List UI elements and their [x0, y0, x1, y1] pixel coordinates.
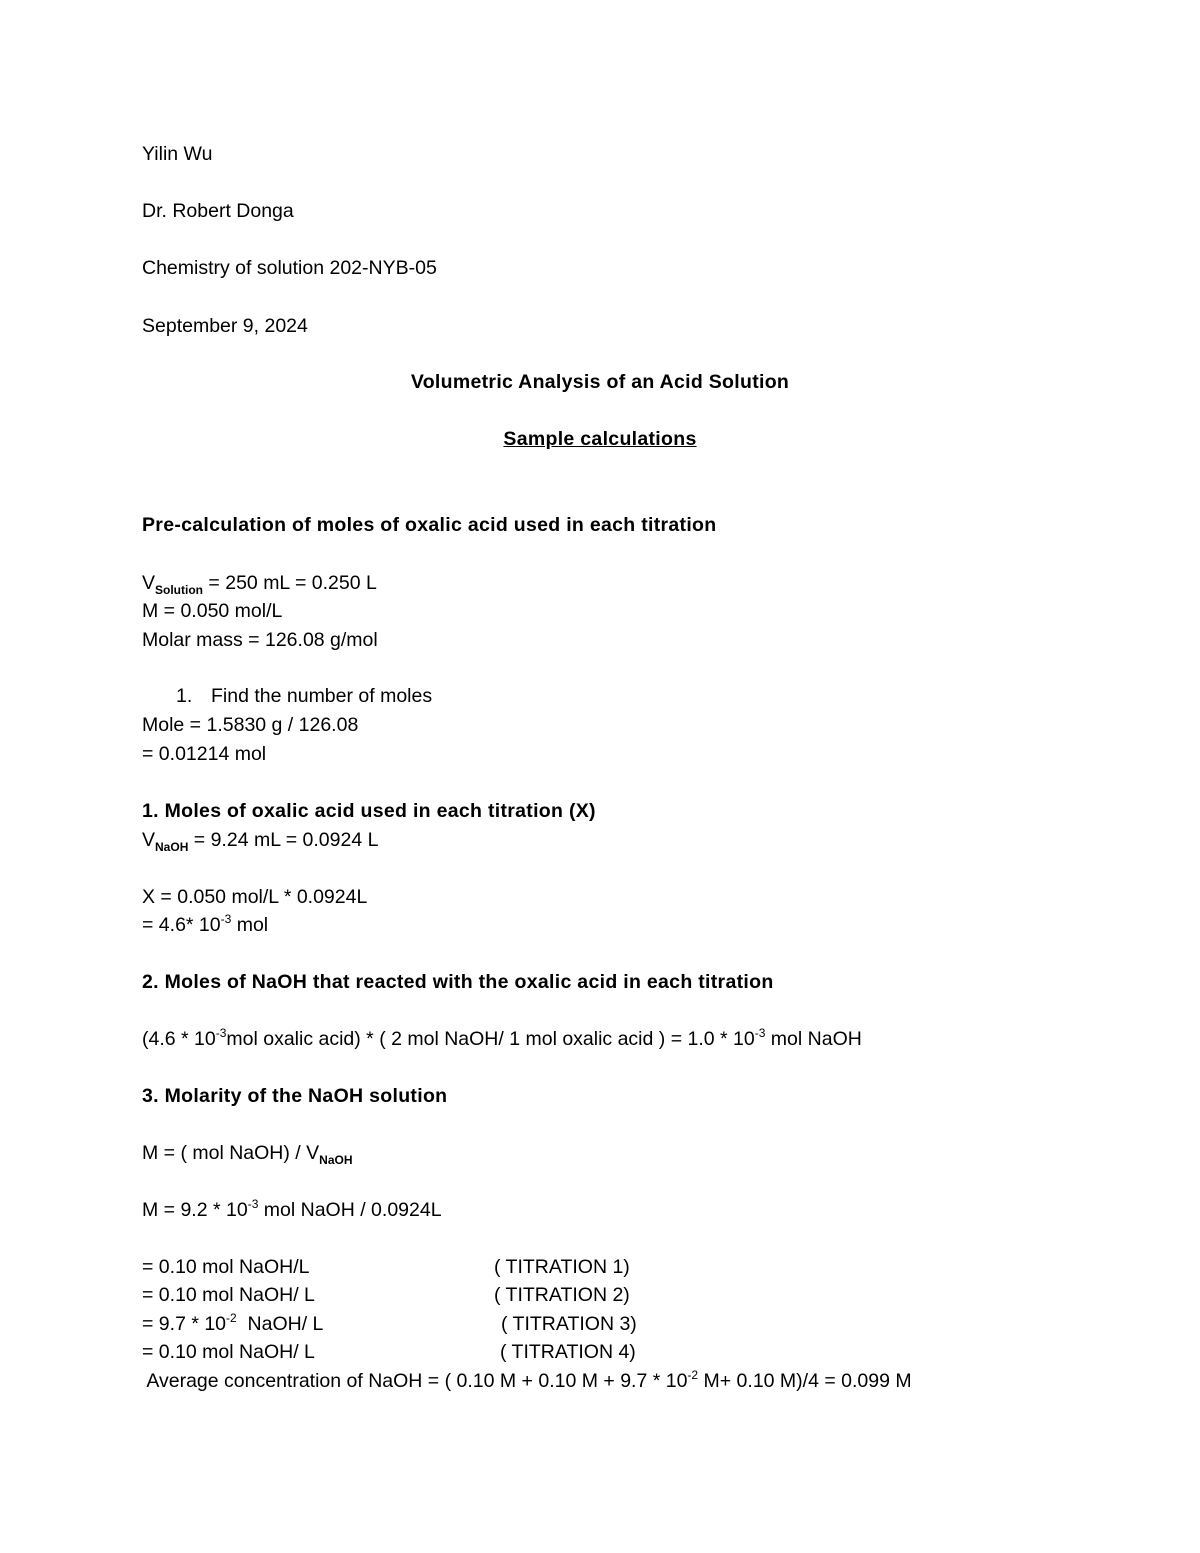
section2-heading: 2. Moles of NaOH that reacted with the oxalic acid in each titration: [142, 971, 774, 993]
result-label-1: ( TITRATION 1): [494, 1256, 630, 1278]
result-label-4: ( TITRATION 4): [500, 1341, 636, 1363]
section1-volume: [142, 828, 378, 852]
course-name: Chemistry of solution 202-NYB-05: [142, 257, 437, 279]
eq-exponent-1: -3: [215, 1026, 227, 1040]
section1-x-calc: X = 0.050 mol/L * 0.0924L: [142, 886, 368, 908]
result-value-1: = 0.10 mol NaOH/L: [142, 1256, 310, 1278]
volume-symbol: V: [142, 572, 156, 594]
volume-value: = 9.24 mL = 0.0924 L: [188, 829, 379, 851]
eq-part-a: (4.6 * 10: [142, 1028, 216, 1050]
document-title: Volumetric Analysis of an Acid Solution: [410, 371, 790, 393]
precalc-molarity: M = 0.050 mol/L: [142, 600, 283, 622]
volume-subscript: NaOH: [155, 840, 189, 854]
calc-rest: mol NaOH / 0.0924L: [258, 1199, 442, 1221]
volume-value: = 250 mL = 0.250 L: [203, 572, 377, 594]
x-result-base: = 4.6* 10: [142, 914, 221, 936]
formula-subscript: NaOH: [319, 1153, 353, 1167]
result-label-2: ( TITRATION 2): [494, 1284, 630, 1306]
result-value-3: [142, 1312, 323, 1336]
eq-part-c: mol NaOH: [765, 1028, 862, 1050]
eq-part-b: mol oxalic acid) * ( 2 mol NaOH/ 1 mol oxalic acid ) = 1.0 * 10: [226, 1028, 755, 1050]
calc-base: M = 9.2 * 10: [142, 1199, 248, 1221]
mole-result: = 0.01214 mol: [142, 743, 267, 765]
result3-unit: NaOH/ L: [236, 1313, 324, 1335]
volume-subscript: Solution: [155, 583, 204, 597]
document-subtitle: [0, 427, 1200, 451]
result3-exponent: -2: [226, 1311, 237, 1325]
step-text: Find the number of moles: [211, 685, 433, 707]
calc-exponent: -3: [247, 1197, 259, 1211]
result-value-4: = 0.10 mol NaOH/ L: [142, 1341, 315, 1363]
mole-calculation: Mole = 1.5830 g / 126.08: [142, 714, 359, 736]
section1-x-result: [142, 913, 268, 937]
section3-heading: 3. Molarity of the NaOH solution: [142, 1085, 448, 1107]
precalc-molar-mass: Molar mass = 126.08 g/mol: [142, 629, 378, 651]
step-number: 1.: [176, 685, 193, 707]
section3-calc: [142, 1198, 442, 1222]
result-label-3: ( TITRATION 3): [501, 1313, 637, 1335]
instructor-name: Dr. Robert Donga: [142, 200, 294, 222]
section3-formula: [142, 1141, 353, 1165]
precalc-volume: [142, 571, 377, 595]
average-concentration: [142, 1369, 912, 1393]
result3-base: = 9.7 * 10: [142, 1313, 227, 1335]
x-result-unit: mol: [231, 914, 269, 936]
eq-exponent-2: -3: [754, 1026, 766, 1040]
author-name: Yilin Wu: [142, 143, 213, 165]
average-part-a: Average concentration of NaOH = ( 0.10 M + 0.10 M + 9.7 * 10: [142, 1370, 688, 1392]
section2-equation: [142, 1027, 862, 1051]
result-value-2: = 0.10 mol NaOH/ L: [142, 1284, 315, 1306]
average-part-b: M+ 0.10 M)/4 = 0.099 M: [698, 1370, 912, 1392]
section1-heading: 1. Moles of oxalic acid used in each titration (X): [142, 800, 596, 822]
precalc-heading: Pre-calculation of moles of oxalic acid used in each titration: [142, 514, 717, 536]
average-exponent: -2: [687, 1368, 699, 1382]
volume-symbol: V: [142, 829, 156, 851]
formula-text: M = ( mol NaOH) / V: [142, 1142, 320, 1164]
x-result-exponent: -3: [220, 912, 232, 926]
subtitle-text: Sample calculations: [503, 428, 697, 450]
document-date: September 9, 2024: [142, 315, 308, 337]
